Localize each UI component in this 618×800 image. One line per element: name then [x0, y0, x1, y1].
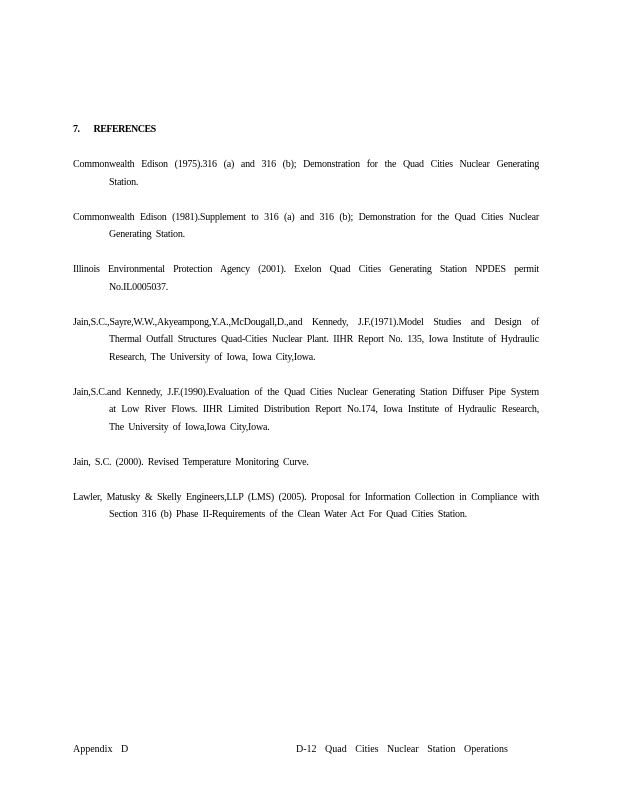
section-number: 7.	[73, 124, 80, 135]
reference-entry: Illinois Environmental Protection Agency (2001). Exelon Quad Cities Generating Station NPDES permit No.IL0005037.	[73, 264, 539, 293]
footer-page-label: D-12 Quad Cities Nuclear Station Operations	[296, 744, 508, 755]
reference-list	[73, 156, 539, 541]
reference-entry: Jain, S.C. (2000). Revised Temperature Monitoring Curve.	[73, 456, 309, 468]
reference-entry: Commonwealth Edison (1981).Supplement to 316 (a) and 316 (b); Demonstration for the Quad Cities Nuclear Generating Station.	[73, 211, 539, 240]
reference-entry: Jain,S.C.,Sayre,W.W.,Akyeampong,Y.A.,McDougall,D.,and Kennedy, J.F.(1971).Model Studies and Design of Thermal Outfall Structures Quad-Cities Nuclear Plant. IIHR Report No. 135, Iowa Institute of Hydraulic Research, The University of Iowa, Iowa City,Iowa.	[73, 316, 539, 363]
section-title: REFERENCES	[93, 124, 156, 135]
reference-entry: Jain,S.C.and Kennedy, J.F.(1990).Evaluation of the Quad Cities Nuclear Generating Station Diffuser Pipe System at Low River Flows. IIHR Limited Distribution Report No.174, Iowa Institute of Hydraulic Research, The University of Iowa,Iowa City,Iowa.	[73, 386, 539, 433]
section-heading	[73, 124, 156, 135]
reference-entry: Lawler, Matusky & Skelly Engineers,LLP (LMS) (2005). Proposal for Information Collection in Compliance with Section 316 (b) Phase II-Requirements of the Clean Water Act For Quad Cities Station.	[73, 491, 539, 520]
footer-appendix-label: Appendix D	[73, 744, 129, 755]
reference-entry: Commonwealth Edison (1975).316 (a) and 316 (b); Demonstration for the Quad Cities Nuclear Generating Station.	[73, 159, 539, 188]
